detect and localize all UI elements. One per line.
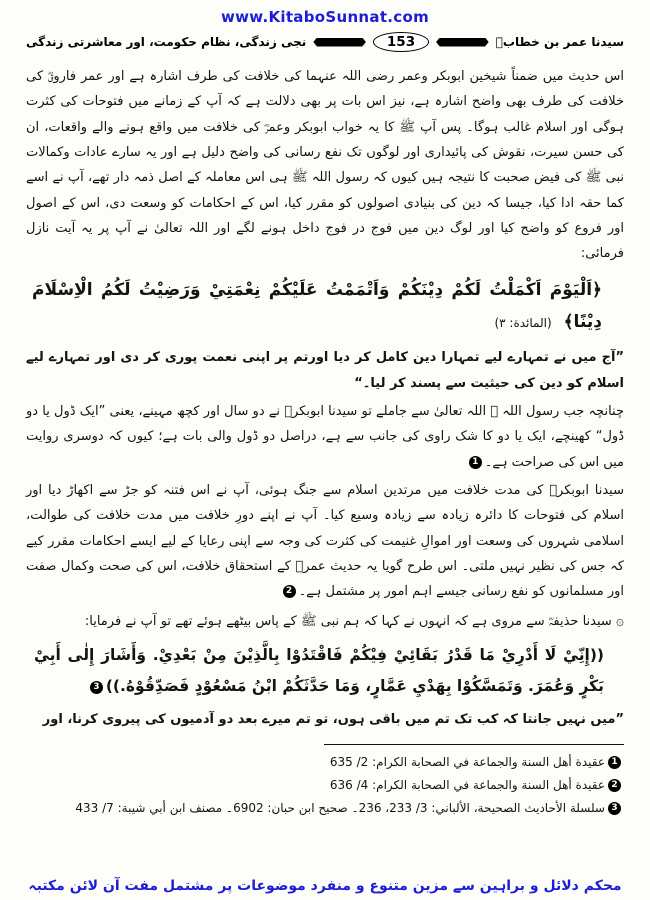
page-header xyxy=(26,32,624,52)
footnote-1 xyxy=(26,752,624,774)
footnote-ref-3: 3 xyxy=(90,681,103,694)
footnote-number-icon: 1 xyxy=(608,756,621,769)
translation-text: ”آج میں نے تمہارے لیے تمہارا دین کامل کر دیا اورتم پر اپنی نعمت پوری کر دی اور تمہارے لیے اسلام کو دین کی حیثیت سے پسند کر لیا۔“ xyxy=(26,350,624,391)
hadith-arabic-text xyxy=(26,638,624,704)
footnote-number-icon: 3 xyxy=(608,802,621,815)
paragraph-text: سیدنا حذیفہؓ سے مروی ہے کہ انہوں نے کہا کہ ہم نبی ﷺ کے پاس بیٹھے ہوئے تھے تو آپ نے فرمایا: xyxy=(84,613,612,629)
paragraph-ornament-icon: ۞ xyxy=(615,612,624,629)
footnote-ref-2: 2 xyxy=(283,585,296,598)
paragraph-text: اس حدیث میں ضمناً شیخین ابوبکر وعمر رضی اللہ عنہما کی خلافت کی طرف اشارہ ہے اور عمر فاروقؓ کی خلافت کی طرف بھی واضح اشارہ ہے، نیز اس بات پر بھی دلالت ہے کہ آپ کے زمانے میں فتوحات کی کثرت ہوگی اور اسلام غالب ہوگا۔ پس آپ ﷺ کا یہ خواب ابوبکر وعمرؓ کی خلافت میں واقع ہونے والے واقعات، ان کی حسن سیرت، نقوش کی پائیداری اور لوگوں تک نفع رسانی کی واضح دلیل ہے اور یہ سارے عادات وکمالات نبی ﷺ کی فیض صحبت کا نتیجہ ہیں کیوں کہ رسول اللہ ﷺ ہی اس معاملہ کے اصل ذمہ دار تھے، آپ نے اسے کما حقہ ادا کیا، جیسا کہ دین کی بنیادی اصولوں کو مقرر کیا، اس کے احکامات کو وسعت دی، اس کے اصول اور فروع کو واضح کیا اور لوگ دین میں فوج در فوج داخل ہونے لگے اور اللہ تعالیٰ نے آپ پر یہ آیت نازل فرمائی: xyxy=(26,69,624,262)
footnote-2 xyxy=(26,775,624,797)
paragraph-text: سیدنا ابوبکرؓ کی مدت خلافت میں مرتدین اسلام سے جنگ ہوئی، آپ نے اس فتنہ کو جڑ سے اکھاڑ دیا اور اسلام کی فتوحات کا دائرہ زیادہ سے زیادہ وسیع کیا۔ آپ نے اپنے دورِ خلافت میں مدت خلافت کی طوالت، اسلامی شہروں کی وسعت اور اموالِ غنیمت کی کثرت کی وجہ سے اپنی رعایا کے لیے ایسے احکامات مقرر کیے کہ جس کی نظیر نہیں ملتی۔ اس طرح گویا یہ حدیث عمرؓ کے استحقاق خلافت، اس کی صحت وکمال صفت اور مسلمانوں کو نفع رسانی جیسے اہم امور پر مشتمل ہے۔ xyxy=(26,483,624,600)
paragraph-hadith-commentary xyxy=(26,64,624,267)
header-ribbon-right xyxy=(436,38,489,47)
paragraph-text: چنانچہ جب رسول اللہ ﷺ اللہ تعالیٰ سے جاملے تو سیدنا ابوبکرؓ نے دو سال اور کچھ مہینے، یعنی ”ایک ڈول یا دو ڈول“ کھینچے، ایک یا دو کا شک راوی کی جانب سے ہے، دراصل دو ڈول والی بات ہے؛ کیوں کہ دوسری روایت میں اس کی صراحت ہے۔ xyxy=(26,404,624,470)
verse-translation xyxy=(26,345,624,396)
footnote-text: عقيدة أهل السنة والجماعة في الصحابة الكرام: 4/ 636 xyxy=(329,778,605,793)
quran-verse-reference: (المائدة: ٣) xyxy=(494,316,552,331)
header-book-title: سیدنا عمر بن خطابؓ xyxy=(495,35,624,49)
paragraph-abubakr-caliphate xyxy=(26,478,624,605)
footnote-text: عقيدة أهل السنة والجماعة في الصحابة الكرام: 2/ 635 xyxy=(329,755,605,770)
website-watermark-top: www.KitaboSunnat.com xyxy=(220,8,430,26)
header-ribbon-left xyxy=(313,38,366,47)
hadith-text: ((إِنِّيْ لَا أَدْرِيْ مَا قَدْرُ بَقَائِيْ فِيْكُمْ فَاقْتَدُوْا بِالَّذِيْنَ مِنْ بَعْدِيْ. وَأَشَارَ إِلٰى أَبِيْ بَكْرٍ وَعُمَرَ. وَتَمَسَّكُوْا بِهَدْيِ عَمَّارٍ، وَمَا حَدَّثَكُمْ ابْنُ مَسْعُوْدٍ فَصَدِّقُوْهُ.)) xyxy=(34,646,604,696)
footnote-text: سلسلة الأحاديث الصحيحة، الألباني: 3/ 233، 236۔ صحيح ابن حبان: 6902۔ مصنف ابن أبي شيبة: 7/ 433 xyxy=(75,800,605,815)
header-section-title: نجی زندگی، نظام حکومت، اور معاشرتی زندگی xyxy=(26,35,307,49)
website-watermark-bottom: محکم دلائل و براہین سے مزین متنوع و منفرد موضوعات پر مشتمل مفت آن لائن مکتبہ xyxy=(28,878,622,894)
footnote-ref-1: 1 xyxy=(469,456,482,469)
page-body xyxy=(26,64,624,819)
quran-verse-text: ﴿اَلْيَوْمَ اَكْمَلْتُ لَكُمْ دِيْنَكُمْ وَاَتْمَمْتُ عَلَيْكُمْ نِعْمَتِيْ وَرَضِيْتُ لَكُمُ الْاِسْلَامَ دِيْنًا﴾ xyxy=(32,279,602,333)
page-number: 153 xyxy=(373,32,429,52)
paragraph-bucket-narration xyxy=(26,399,624,475)
quran-verse xyxy=(26,271,624,342)
footnote-3 xyxy=(26,798,624,820)
footnote-number-icon: 2 xyxy=(608,779,621,792)
footnote-separator xyxy=(324,744,624,745)
paragraph-hudhayfah-narration xyxy=(26,608,624,635)
translation-text: ”میں نہیں جانتا کہ کب تک تم میں باقی ہوں، تو تم میرے بعد دو آدمیوں کی پیروی کرنا، اور xyxy=(42,712,624,728)
hadith-translation xyxy=(26,707,624,732)
footnotes-section xyxy=(26,752,624,819)
